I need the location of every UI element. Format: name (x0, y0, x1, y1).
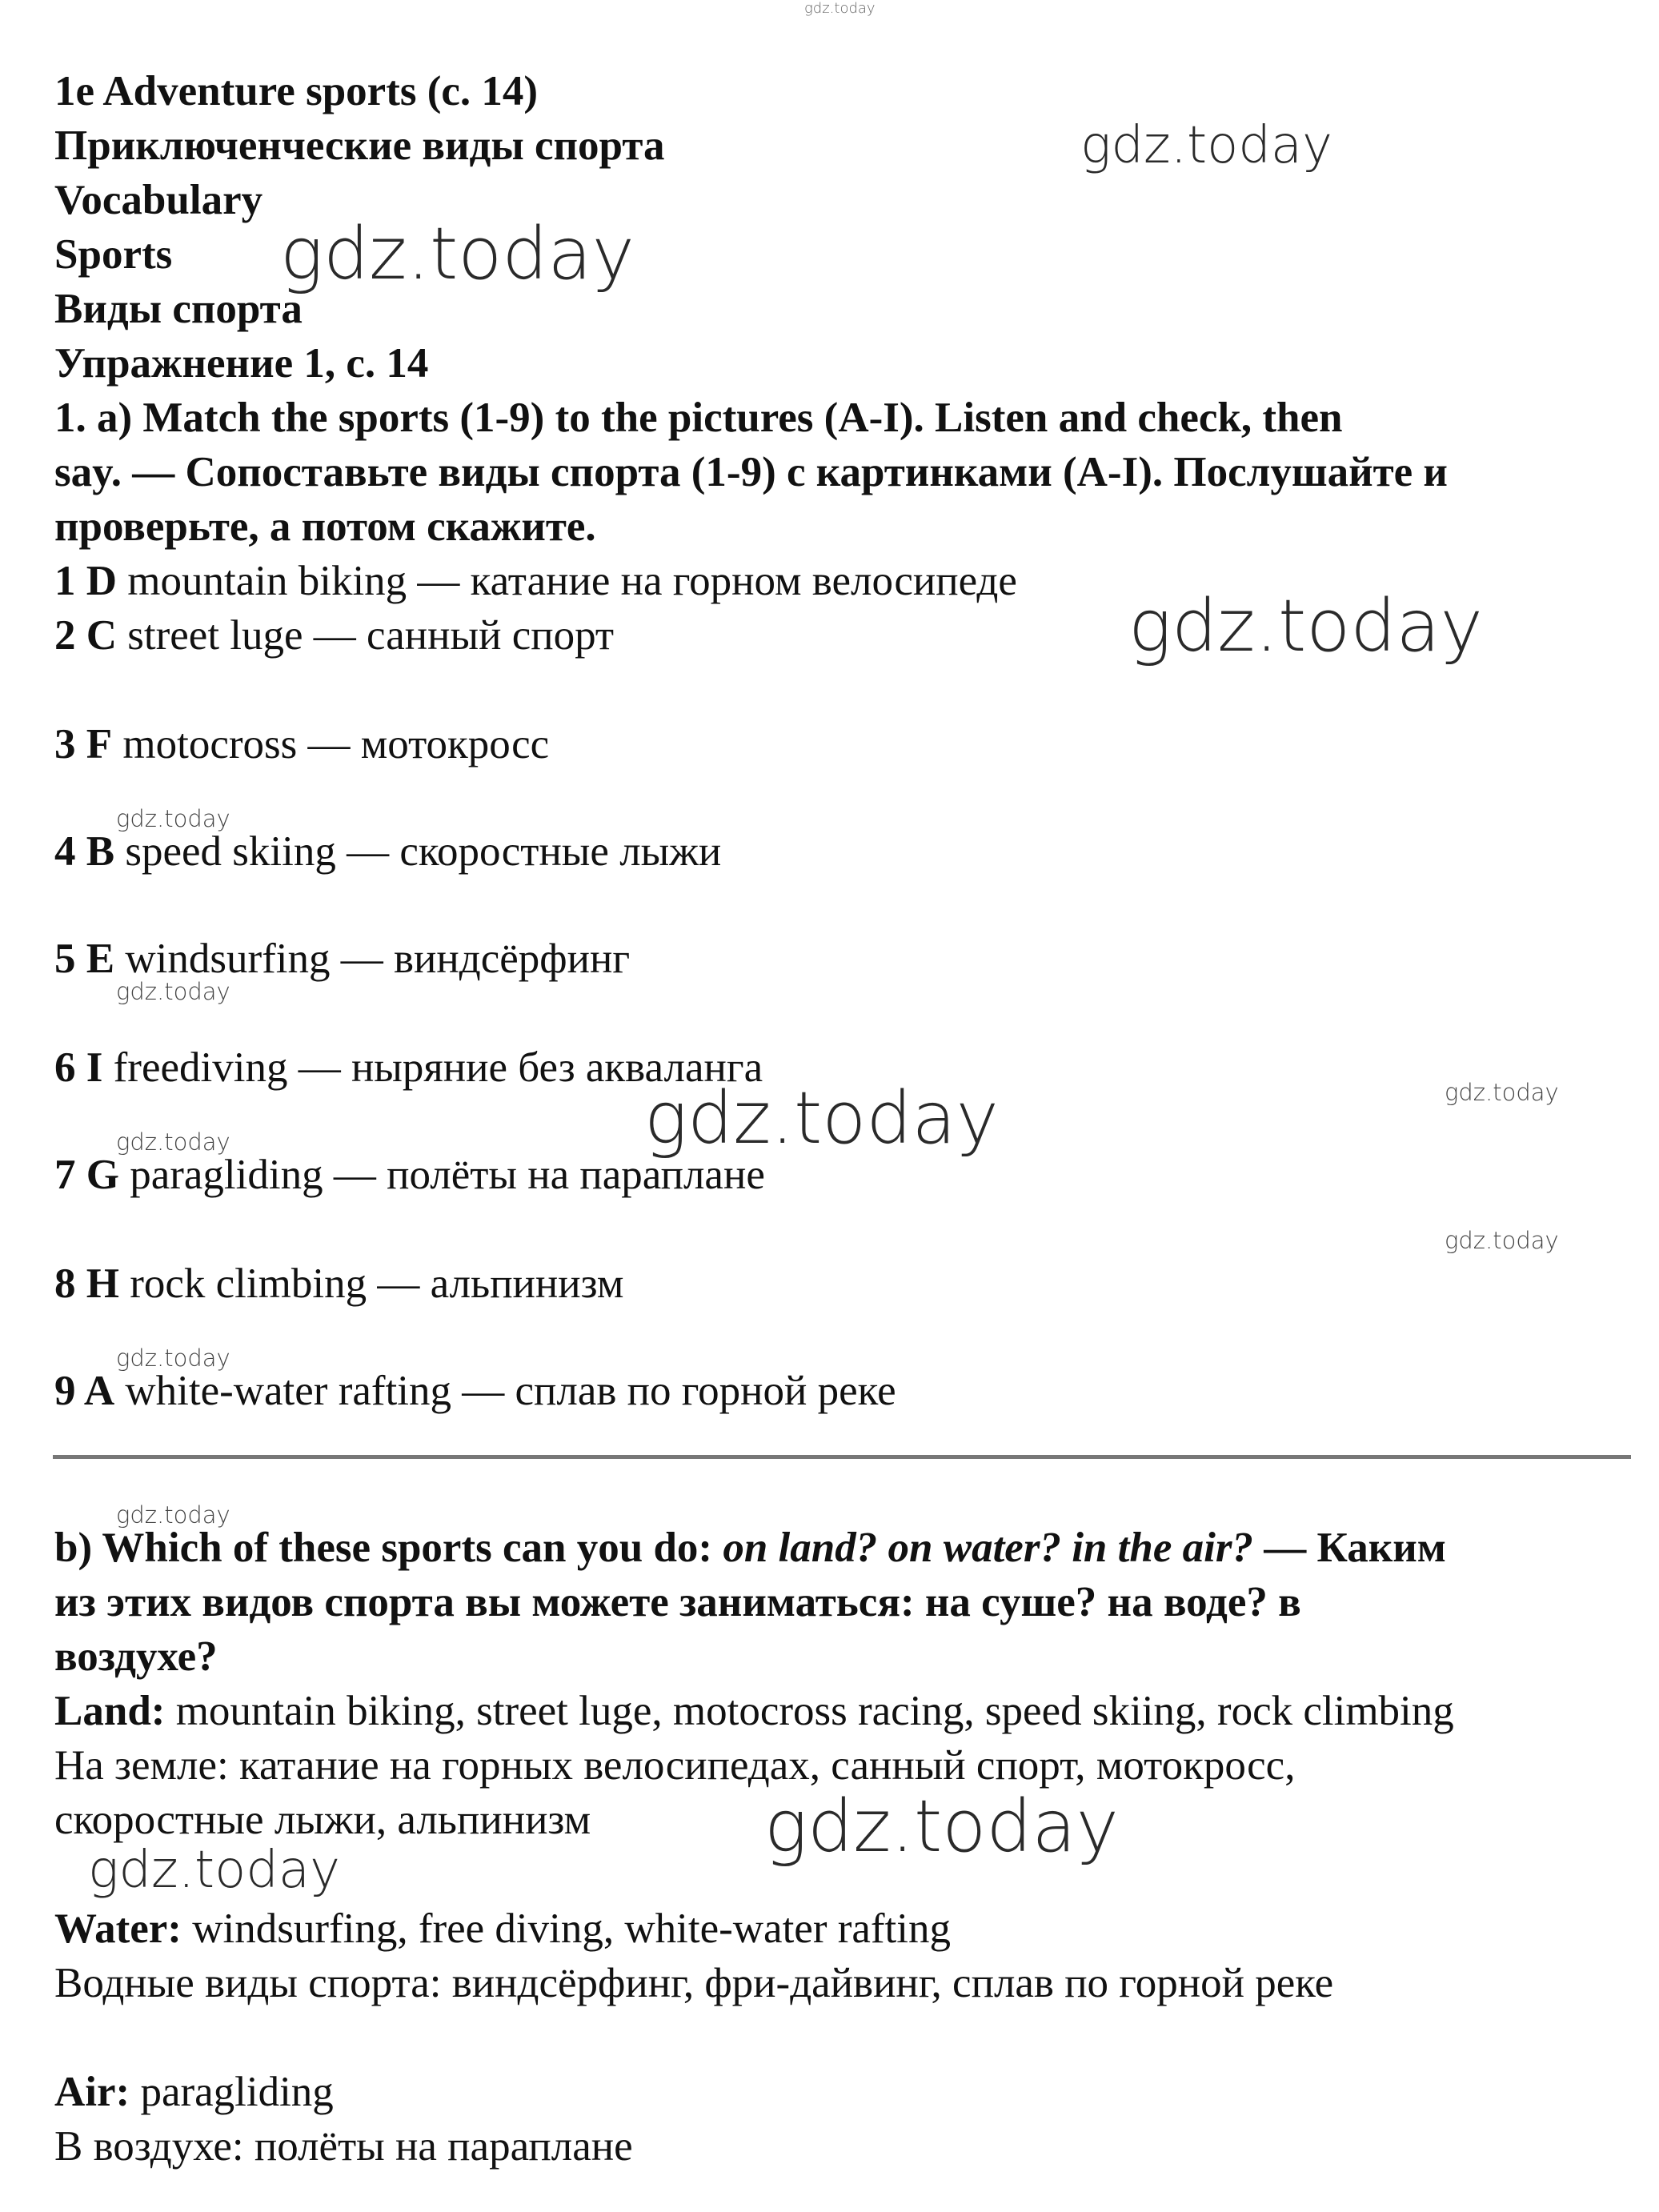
task-line: проверьте, а потом скажите. (54, 503, 596, 550)
answer-key: 6 I (54, 1044, 103, 1091)
watermark: gdz.today (116, 978, 230, 1005)
watermark: gdz.today (1445, 1079, 1559, 1106)
question-italic: on land? on water? in the air? (723, 1525, 1253, 1571)
watermark: gdz.today (280, 212, 635, 296)
watermark: gdz.today (764, 1785, 1119, 1869)
watermark: gdz.today (116, 1501, 230, 1529)
answer-item (54, 608, 614, 663)
air-answer-ru: В воздухе: полёты на параплане (54, 2123, 633, 2170)
question-line (54, 1521, 1446, 1575)
answer-item (54, 1256, 623, 1311)
answer-item (54, 932, 630, 986)
answer-text: mountain biking — катание на горном велосипеде (117, 558, 1017, 604)
answer-item (54, 1040, 763, 1095)
answer-item (54, 1364, 896, 1418)
land-answer (54, 1684, 1454, 1738)
task-line: say. — Сопоставьте виды спорта (1-9) с картинками (A-I). Послушайте и (54, 449, 1448, 495)
watermark: gdz.today (116, 1344, 230, 1372)
answer-key: 3 F (54, 721, 113, 767)
watermark: gdz.today (644, 1076, 999, 1160)
answer-key: 9 A (54, 1368, 115, 1414)
answer-item (54, 717, 549, 771)
exercise-heading: Упражнение 1, с. 14 (54, 340, 429, 387)
topic-heading-ru: Виды спорта (54, 286, 303, 332)
section-heading: Vocabulary (54, 177, 263, 223)
air-text: paragliding (130, 2069, 334, 2115)
water-text: windsurfing, free diving, white-water rafting (181, 1905, 952, 1952)
air-label: Air: (54, 2069, 130, 2115)
question-text: — Каким (1252, 1525, 1446, 1571)
question-line: воздухе? (54, 1633, 218, 1680)
air-answer (54, 2065, 334, 2119)
answer-text: street luge — санный спорт (117, 612, 615, 659)
answer-text: white-water rafting — сплав по горной реке (114, 1368, 896, 1414)
answer-text: speed skiing — скоростные лыжи (114, 828, 722, 875)
land-answer-ru: На земле: катание на горных велосипедах, санный спорт, мотокросс, (54, 1742, 1296, 1789)
watermark: gdz.today (1445, 1227, 1559, 1254)
question-line: из этих видов спорта вы можете заниматься: на суше? на воде? в (54, 1579, 1301, 1625)
watermark: gdz.today (804, 0, 876, 17)
answer-key: 8 H (54, 1260, 119, 1307)
land-label: Land: (54, 1688, 166, 1734)
answer-item (54, 1148, 765, 1202)
water-answer (54, 1901, 951, 1956)
watermark: gdz.today (116, 805, 230, 832)
answer-key: 2 C (54, 612, 118, 659)
page-subtitle: Приключенческие виды спорта (54, 122, 665, 169)
answer-text: paragliding — полёты на параплане (118, 1152, 765, 1198)
page-title: 1e Adventure sports (c. 14) (54, 68, 539, 114)
answer-key: 1 D (54, 558, 118, 604)
land-text: mountain biking, street luge, motocross racing, speed skiing, rock climbing (165, 1688, 1454, 1734)
answer-text: motocross — мотокросс (112, 721, 550, 767)
section-divider (53, 1455, 1631, 1459)
watermark: gdz.today (88, 1841, 340, 1900)
water-label: Water: (54, 1905, 182, 1952)
answer-text: windsurfing — виндсёрфинг (114, 936, 631, 982)
answer-text: rock climbing — альпинизм (118, 1260, 624, 1307)
watermark: gdz.today (116, 1128, 230, 1156)
watermark: gdz.today (1128, 584, 1483, 668)
task-line: 1. a) Match the sports (1-9) to the pictures (A-I). Listen and check, then (54, 395, 1343, 441)
watermark: gdz.today (1080, 116, 1332, 175)
answer-text: freediving — ныряние без акваланга (102, 1044, 763, 1091)
answer-key: 4 B (54, 828, 115, 875)
question-text: b) Which of these sports can you do: (54, 1525, 723, 1571)
answer-item (54, 554, 1017, 608)
answer-item (54, 824, 721, 879)
land-answer-ru: скоростные лыжи, альпинизм (54, 1797, 591, 1843)
answer-key: 5 E (54, 936, 115, 982)
answer-key: 7 G (54, 1152, 119, 1198)
water-answer-ru: Водные виды спорта: виндсёрфинг, фри-дайвинг, сплав по горной реке (54, 1960, 1334, 2006)
topic-heading: Sports (54, 231, 173, 278)
